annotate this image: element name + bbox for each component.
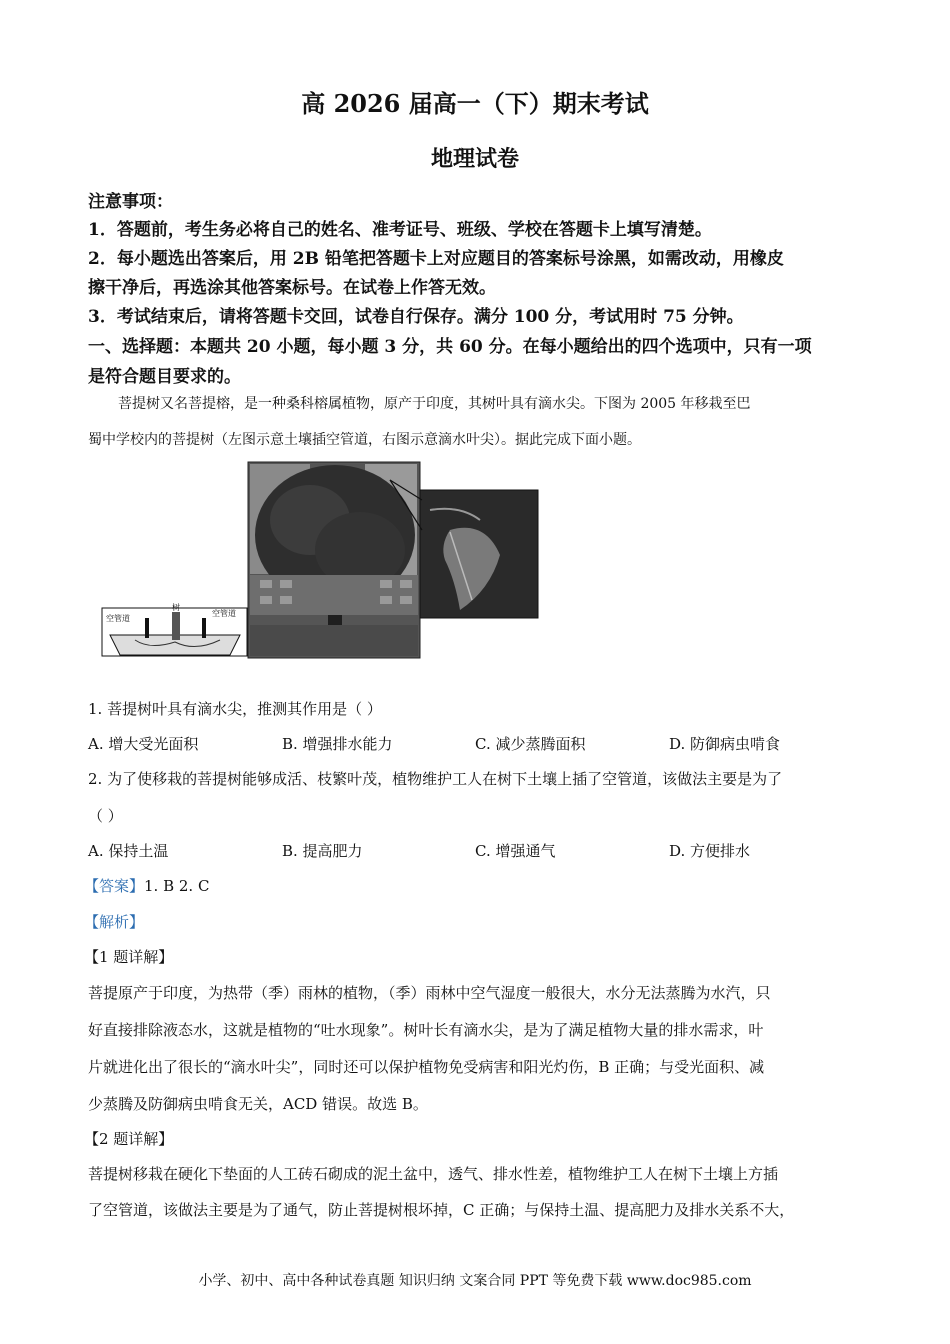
label-tree: 树 (172, 603, 180, 612)
detail2-text: 了空管道，该做法主要是为了通气，防止菩提树根坏掉，C 正确；与保持土温、提高肥力及排水关系不大， (88, 1201, 795, 1219)
analysis-label: 【解析】 (84, 913, 145, 931)
footer-banner: 小学、初中、高中各种试卷真题 知识归纳 文案合同 PPT 等免费下载 www.doc985.com (198, 1273, 752, 1289)
label-pipe-left: 空管道 (106, 614, 130, 623)
intro-text: 菩提树又名菩提榕，是一种桑科榕属植物，原产于印度，其树叶具有滴水尖。下图为 2005 年移栽至巴 (118, 396, 751, 412)
q2-option-d: D. 方便排水 (669, 842, 751, 860)
detail1-text: 好直接排除液态水，这就是植物的“吐水现象”。树叶长有滴水尖，是为了满足植物大量的排水需求，叶 (88, 1021, 764, 1039)
intro-text: 蜀中学校内的菩提树（左图示意土壤插空管道，右图示意滴水叶尖）。据此完成下面小题。 (88, 432, 641, 448)
detail2-heading: 【2 题详解】 (84, 1130, 174, 1148)
answer-text: 1. B 2. C (144, 877, 210, 895)
detail2-text: 菩提树移栽在硬化下垫面的人工砖石砌成的泥土盆中，透气、排水性差，植物维护工人在树下土壤上方插 (88, 1165, 779, 1183)
detail1-text: 菩提原产于印度，为热带（季）雨林的植物，（季）雨林中空气湿度一般很大，水分无法蒸腾为水汽，只 (88, 984, 771, 1002)
detail1-text: 片就进化出了很长的“滴水叶尖”，同时还可以保护植物免受病害和阳光灼伤，B 正确；与受光面积、减 (88, 1058, 765, 1076)
answer-label: 【答案】 (84, 877, 145, 895)
q1-option-a: A. 增大受光面积 (88, 735, 199, 753)
section-heading-cont: 是符合题目要求的。 (88, 367, 241, 387)
answer-line (84, 875, 209, 896)
detail1-heading: 【1 题详解】 (84, 948, 174, 966)
q1-option-d: D. 防御病虫啃食 (669, 735, 781, 753)
notes-item: 2．每小题选出答案后，用 2B 铅笔把答题卡上对应题目的答案标号涂黑，如需改动，用橡皮 (88, 249, 784, 269)
figure (100, 460, 540, 660)
detail1-text: 少蒸腾及防御病虫啃食无关，ACD 错误。故选 B。 (88, 1095, 428, 1113)
q1-option-b: B. 增强排水能力 (282, 735, 393, 753)
bodhi-tree-figure (100, 460, 540, 660)
label-pipe-right: 空管道 (212, 609, 236, 618)
q2-stem-cont: （ ） (88, 807, 123, 825)
notes-item: 3．考试结束后，请将答题卡交回，试卷自行保存。满分 100 分，考试用时 75 分钟。 (88, 307, 744, 327)
q2-option-b: B. 提高肥力 (282, 842, 363, 860)
q1-stem: 1. 菩提树叶具有滴水尖，推测其作用是（ ） (88, 700, 382, 718)
q1-option-c: C. 减少蒸腾面积 (475, 735, 586, 753)
notes-item: 1．答题前，考生务必将自己的姓名、准考证号、班级、学校在答题卡上填写清楚。 (88, 220, 712, 240)
notes-heading: 注意事项： (88, 192, 173, 212)
section-heading: 一、选择题：本题共 20 小题，每小题 3 分，共 60 分。在每小题给出的四个选项中，只有一项 (88, 337, 812, 357)
q2-option-a: A. 保持土温 (88, 842, 169, 860)
q2-option-c: C. 增强通气 (475, 842, 556, 860)
exam-title: 高 2026 届高一（下）期末考试 (301, 89, 649, 118)
exam-subtitle: 地理试卷 (430, 146, 519, 172)
q2-stem: 2. 为了使移栽的菩提树能够成活、枝繁叶茂，植物维护工人在树下土壤上插了空管道，该做法主要是为了 (88, 770, 783, 788)
notes-item: 擦干净后，再选涂其他答案标号。在试卷上作答无效。 (88, 278, 496, 298)
